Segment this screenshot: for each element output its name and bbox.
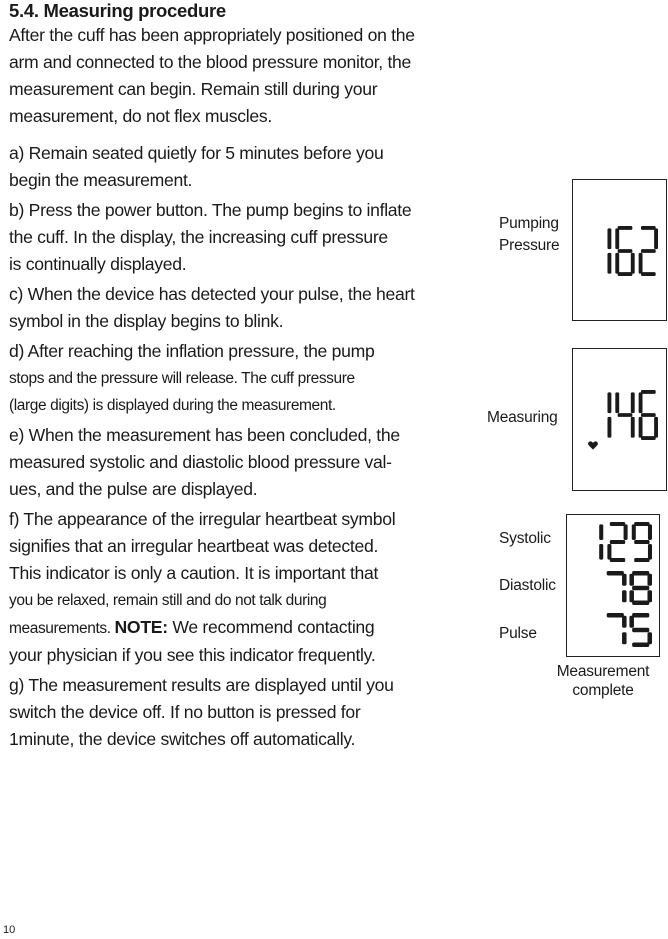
lcd-segment	[629, 616, 634, 628]
lcd-segment	[618, 413, 633, 417]
step-line: g) The measurement results are displayed until you	[9, 675, 394, 695]
lcd-segment	[641, 249, 656, 253]
step-line: (large digits) is displayed during the measurement.	[9, 397, 336, 414]
lcd-segment	[641, 272, 656, 276]
lcd-digit	[607, 228, 611, 273]
pumping-value	[592, 226, 658, 276]
step-e	[9, 422, 471, 503]
step-line: is continually displayed.	[9, 254, 187, 274]
diastolic-label: Diastolic	[499, 577, 556, 594]
step-line: f) The appearance of the irregular heartbeat symbol	[9, 509, 396, 529]
lcd-segment	[641, 390, 656, 394]
step-line: 1minute, the device switches off automatically.	[9, 729, 356, 749]
lcd-segment	[615, 392, 619, 413]
measuring-label: Measuring	[487, 409, 558, 426]
step-g	[9, 672, 471, 753]
step-line: ues, and the pulse are displayed.	[9, 479, 258, 499]
lcd-segment	[632, 524, 636, 540]
lcd-segment	[607, 228, 611, 249]
lcd-segment	[654, 228, 658, 249]
lcd-digit	[632, 522, 652, 562]
lcd-digit	[639, 390, 658, 440]
intro-line: arm and connected to the blood pressure monitor, the	[9, 52, 412, 72]
intro-line: measurement, do not flex muscles.	[9, 106, 272, 126]
lcd-segment	[639, 392, 643, 413]
lcd-digit	[629, 613, 652, 647]
pulse-value	[604, 613, 652, 647]
complete-caption-line: complete	[572, 682, 634, 699]
lcd-segment	[648, 524, 652, 540]
lcd-digit	[607, 613, 627, 644]
note-text: We recommend contacting	[167, 617, 375, 637]
lcd-segment	[641, 436, 656, 440]
section-title: 5.4. Measuring procedure	[9, 0, 226, 21]
lcd-segment	[622, 574, 627, 586]
step-a	[9, 140, 471, 194]
lcd-segment	[607, 544, 611, 560]
lcd-digit	[615, 226, 634, 276]
step-line: you be relaxed, remain still and do not talk during	[9, 592, 327, 609]
step-d	[9, 338, 471, 419]
lcd-digit	[607, 522, 627, 562]
complete-caption	[550, 662, 656, 700]
pulse-label: Pulse	[499, 625, 537, 642]
systolic-value	[583, 522, 652, 562]
step-f	[9, 506, 471, 669]
lcd-segment	[610, 540, 625, 544]
intro-line: After the cuff has been appropriately positioned on the	[9, 25, 415, 45]
lcd-segment	[631, 417, 635, 438]
lcd-segment	[632, 571, 649, 576]
lcd-segment	[634, 558, 649, 562]
lcd-digit	[607, 571, 627, 602]
step-line: switch the device off. If no button is pressed for	[9, 702, 361, 722]
step-line: b) Press the power button. The pump begins to inflate	[9, 200, 412, 220]
lcd-segment	[622, 616, 627, 628]
lcd-segment	[610, 522, 625, 526]
lcd-segment	[647, 590, 652, 602]
lcd-segment	[629, 590, 634, 602]
lcd-segment	[622, 590, 627, 602]
step-line: stops and the pressure will release. The cuff pressure	[9, 370, 355, 387]
lcd-segment	[647, 574, 652, 586]
note-label: NOTE:	[114, 617, 168, 637]
lcd-segment	[641, 226, 656, 230]
lcd-segment	[607, 253, 611, 274]
lcd-segment	[639, 417, 643, 438]
step-text: measurements.	[9, 620, 115, 637]
step-line: This indicator is only a caution. It is important that	[9, 563, 379, 583]
measuring-value	[592, 390, 658, 440]
lcd-segment	[615, 228, 619, 249]
lcd-segment	[632, 613, 649, 618]
step-line: the cuff. In the display, the increasing cuff pressure	[9, 227, 388, 247]
page-number: 10	[3, 924, 16, 936]
step-line: d) After reaching the inflation pressure, the pump	[9, 341, 375, 361]
step-line: signifies that an irregular heartbeat was detected.	[9, 536, 379, 556]
step-line: e) When the measurement has been concluded, the	[9, 425, 400, 445]
lcd-segment	[629, 574, 634, 586]
lcd-segment	[624, 524, 628, 540]
lcd-digit	[629, 571, 652, 605]
pumping-label-line: Pumping	[499, 215, 559, 232]
systolic-label: Systolic	[499, 530, 551, 547]
lcd-segment	[615, 253, 619, 274]
intro-paragraph	[9, 22, 471, 130]
lcd-segment	[618, 249, 633, 253]
lcd-segment	[618, 272, 633, 276]
lcd-segment	[618, 226, 633, 230]
lcd-segment	[634, 540, 649, 544]
step-line: your physician if you see this indicator frequently.	[9, 645, 376, 665]
lcd-segment	[622, 632, 627, 644]
step-b	[9, 197, 471, 278]
lcd-segment	[599, 544, 603, 560]
step-line: symbol in the display begins to blink.	[9, 311, 284, 331]
lcd-segment	[632, 628, 649, 633]
lcd-segment	[607, 392, 611, 413]
lcd-segment	[607, 571, 624, 576]
lcd-segment	[648, 544, 652, 560]
lcd-segment	[632, 600, 649, 605]
complete-caption-line: Measurement	[556, 663, 650, 680]
lcd-segment	[647, 632, 652, 644]
lcd-digit	[639, 226, 658, 276]
pumping-label	[499, 213, 559, 257]
lcd-segment	[654, 417, 658, 438]
lcd-segment	[641, 413, 656, 417]
step-line: c) When the device has detected your pulse, the heart	[9, 284, 415, 304]
intro-line: measurement can begin. Remain still during your	[9, 79, 378, 99]
heart-icon	[588, 441, 598, 450]
lcd-segment	[632, 642, 649, 647]
step-line: measured systolic and diastolic blood pressure val-	[9, 452, 392, 472]
lcd-segment	[634, 522, 649, 526]
pumping-label-line: Pressure	[499, 237, 560, 254]
step-line: begin the measurement.	[9, 170, 193, 190]
lcd-digit	[615, 392, 634, 437]
lcd-segment	[607, 417, 611, 438]
step-line	[9, 614, 471, 642]
step-c	[9, 281, 471, 335]
text-column	[9, 0, 471, 756]
lcd-segment	[610, 558, 625, 562]
lcd-segment	[631, 392, 635, 413]
steps-list	[9, 140, 471, 753]
lcd-segment	[639, 253, 643, 274]
step-line: a) Remain seated quietly for 5 minutes before you	[9, 143, 384, 163]
diastolic-value	[604, 571, 652, 605]
lcd-segment	[607, 613, 624, 618]
lcd-segment	[632, 586, 649, 591]
lcd-segment	[599, 524, 603, 540]
lcd-digit	[607, 392, 611, 437]
lcd-segment	[631, 253, 635, 274]
lcd-digit	[599, 524, 603, 559]
